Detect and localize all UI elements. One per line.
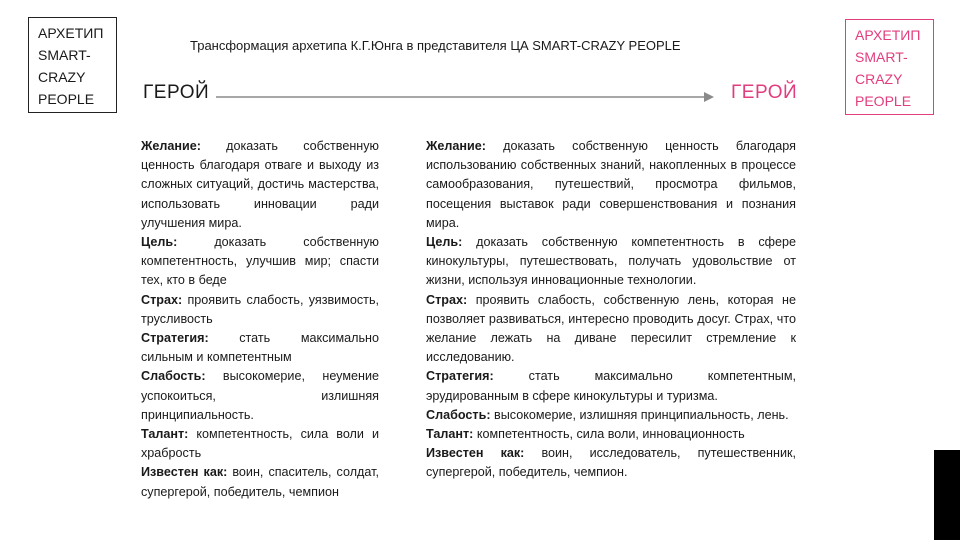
trait-label: Страх: xyxy=(426,292,468,307)
archetype-box-left xyxy=(28,17,117,113)
archetype-line: PEOPLE xyxy=(38,91,95,107)
hero-heading-right: ГЕРОЙ xyxy=(731,82,798,103)
trait-strategy xyxy=(426,367,796,405)
trait-label: Цель: xyxy=(141,235,178,250)
trait-text: воин, спаситель, солдат, супергерой, победитель, чемпион xyxy=(141,465,379,499)
trait-label: Стратегия: xyxy=(426,369,494,384)
hero-heading-left: ГЕРОЙ xyxy=(143,82,210,103)
trait-goal xyxy=(426,233,796,291)
trait-label: Слабость: xyxy=(141,369,206,384)
trait-text: стать максимально сильным и компетентным xyxy=(141,331,379,365)
trait-text: стать максимально компетентным, эрудированным в сфере кинокультуры и туризма. xyxy=(426,369,796,403)
trait-desire xyxy=(141,137,379,233)
trait-goal xyxy=(141,233,379,291)
trait-weakness xyxy=(426,406,796,425)
archetype-line: АРХЕТИП xyxy=(38,25,104,41)
trait-strategy xyxy=(141,329,379,367)
trait-text: проявить слабость, уязвимость, трусливость xyxy=(141,292,379,326)
archetype-line: CRAZY xyxy=(855,71,903,87)
arrow-right-icon xyxy=(216,90,714,104)
trait-desire xyxy=(426,137,796,233)
trait-text: высокомерие, излишняя принципиальность, лень. xyxy=(490,407,789,422)
trait-fear xyxy=(426,291,796,368)
trait-talent xyxy=(141,425,379,463)
trait-label: Страх: xyxy=(141,292,183,307)
trait-weakness xyxy=(141,367,379,425)
archetype-line: SMART- xyxy=(38,47,91,63)
trait-text: доказать собственную ценность благодаря использованию собственных знаний, накопленных в процессе самообразования, путешествий, просмотра фильмов, посещения выставок ради совершенствования и познания мира. xyxy=(426,139,796,230)
trait-text: проявить слабость, собственную лень, которая не позволяет развиваться, интересно проводить досуг. Страх, что желание лежать на диване пересилит стремление к исследованию. xyxy=(426,292,796,365)
trait-label: Желание: xyxy=(426,139,486,153)
right-column xyxy=(426,137,796,483)
trait-label: Талант: xyxy=(426,427,474,442)
trait-text: компетентность, сила воли, инновационность xyxy=(473,427,745,442)
trait-known-as xyxy=(426,444,796,482)
archetype-box-right xyxy=(845,19,934,115)
trait-label: Цель: xyxy=(426,235,463,250)
trait-text: компетентность, сила воли и храбрость xyxy=(141,427,379,461)
trait-text: доказать собственную компетентность, улучшив мир; спасти тех, кто в беде xyxy=(141,235,379,288)
archetype-line: PEOPLE xyxy=(855,93,912,109)
slide-title: Трансформация архетипа К.Г.Юнга в представителя ЦА SMART-CRAZY PEOPLE xyxy=(190,38,681,53)
archetype-line: АРХЕТИП xyxy=(855,27,921,43)
trait-text: высокомерие, неумение успокоиться, излишняя принципиальность. xyxy=(141,369,379,422)
edge-bar xyxy=(934,450,960,540)
trait-label: Известен как: xyxy=(141,465,228,480)
trait-label: Известен как: xyxy=(426,446,525,461)
archetype-line: CRAZY xyxy=(38,69,86,85)
trait-known-as xyxy=(141,463,379,501)
trait-text: воин, исследователь, путешественник, супергерой, победитель, чемпион. xyxy=(426,446,797,480)
trait-label: Слабость: xyxy=(426,407,491,422)
trait-fear xyxy=(141,291,379,329)
trait-label: Талант: xyxy=(141,427,189,442)
archetype-line: SMART- xyxy=(855,49,908,65)
trait-text: доказать собственную ценность благодаря отваге и выходу из сложных ситуаций, достичь мастерства, использовать инновации ради улучшения мира. xyxy=(141,139,379,230)
trait-label: Желание: xyxy=(141,139,201,153)
trait-talent xyxy=(426,425,796,444)
left-column xyxy=(141,137,379,502)
trait-label: Стратегия: xyxy=(141,331,209,346)
trait-text: доказать собственную компетентность в сфере кинокультуры, путешествовать, получать удовольствие от жизни, используя инновационные технологии. xyxy=(426,235,796,288)
